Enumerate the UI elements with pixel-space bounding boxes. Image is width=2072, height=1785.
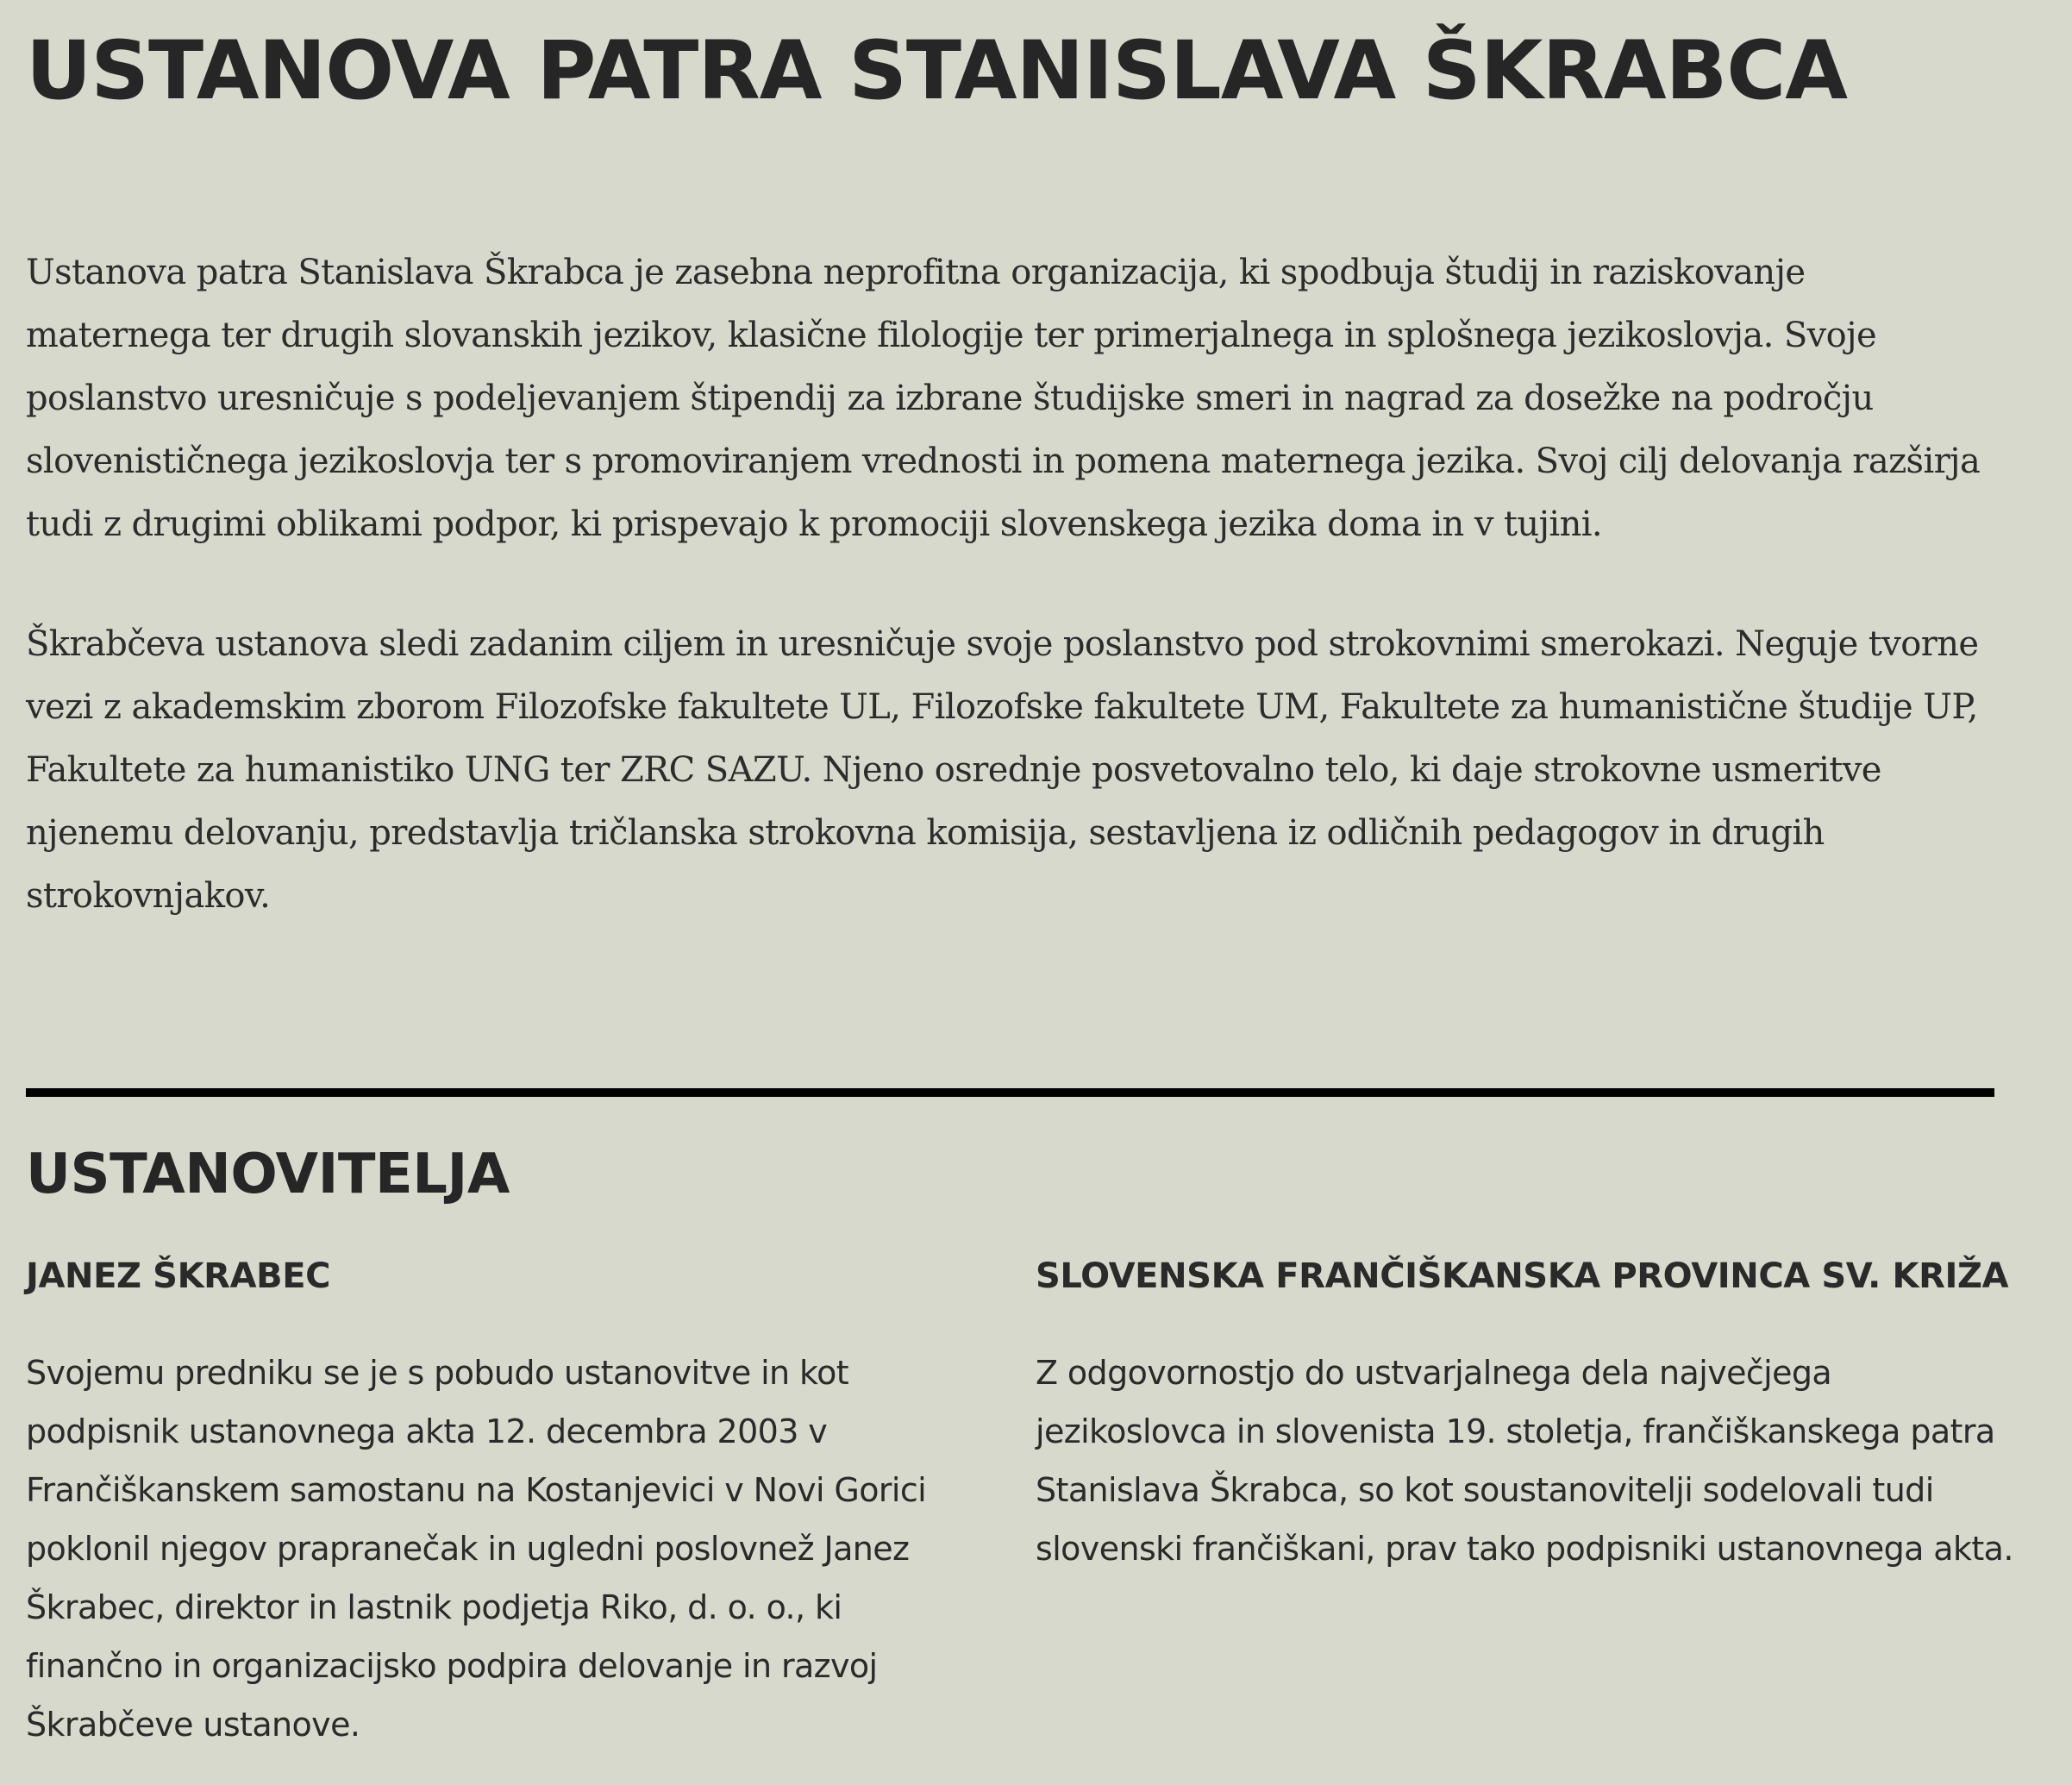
founders-title: USTANOVITELJA — [26, 1143, 510, 1206]
founder-description: Z odgovornostjo do ustvarjalnega dela največjega jezikoslovca in slovenista 19. stoletja, frančiškanskega patra Stanislava Škrabca, so kot soustanovitelji sodelovali tudi slovenski frančiškani, prav tako podpisniki ustanovnega akta. — [1036, 1354, 2013, 1568]
founder-card — [1036, 1257, 2019, 1578]
page-content — [26, 0, 2013, 1744]
founder-description: Svojemu predniku se je s pobudo ustanovitve in kot podpisnik ustanovnega akta 12. decembra 2003 v Frančiškanskem samostanu na Kostanjevici v Novi Gorici poklonil njegov prapranečak in ugledni poslovnež Janez Škrabec, direktor in lastnik podjetja Riko, d. o. o., ki finančno in organizacijsko podpira delovanje in razvoj Škrabčeve ustanove. — [26, 1354, 927, 1744]
founder-name: JANEZ ŠKRABEC — [26, 1256, 331, 1296]
founder-card — [26, 1257, 957, 1754]
intro-section — [26, 241, 1992, 928]
founders-section — [26, 1143, 2013, 1775]
intro-paragraph: Škrabčeva ustanova sledi zadanim ciljem in uresničuje svoje poslanstvo pod strokovnimi smerokazi. Neguje tvorne vezi z akademskim zborom Filozofske fakultete UL, Filozofske fakultete UM, Fakultete za humanistične študije UP, Fakultete za humanistiko UNG ter ZRC SAZU. Njeno osrednje posvetovalno telo, ki daje strokovne usmeritve njenemu delovanju, predstavlja tričlanska strokovna komisija, sestavljena iz odličnih pedagogov in drugih strokovnjakov. — [26, 624, 1979, 916]
founder-name: SLOVENSKA FRANČIŠKANSKA PROVINCA SV. KRIŽA — [1036, 1256, 2009, 1296]
founders-columns — [26, 1256, 2013, 1775]
intro-paragraph: Ustanova patra Stanislava Škrabca je zasebna neprofitna organizacija, ki spodbuja študij in raziskovanje maternega ter drugih slovanskih jezikov, klasične filologije ter primerjalnega in splošnega jezikoslovja. Svoje poslanstvo uresničuje s podeljevanjem štipendij za izbrane študijske smeri in nagrad za dosežke na področju slovenističnega jezikoslovja ter s promoviranjem vrednosti in pomena maternega jezika. Svoj cilj delovanja razširja tudi z drugimi oblikami podpor, ki prispevajo k promociji slovenskega jezika doma in v tujini. — [26, 253, 1981, 544]
page-title: USTANOVA PATRA STANISLAVA ŠKRABCA — [26, 24, 1847, 118]
section-divider — [26, 1088, 1994, 1097]
